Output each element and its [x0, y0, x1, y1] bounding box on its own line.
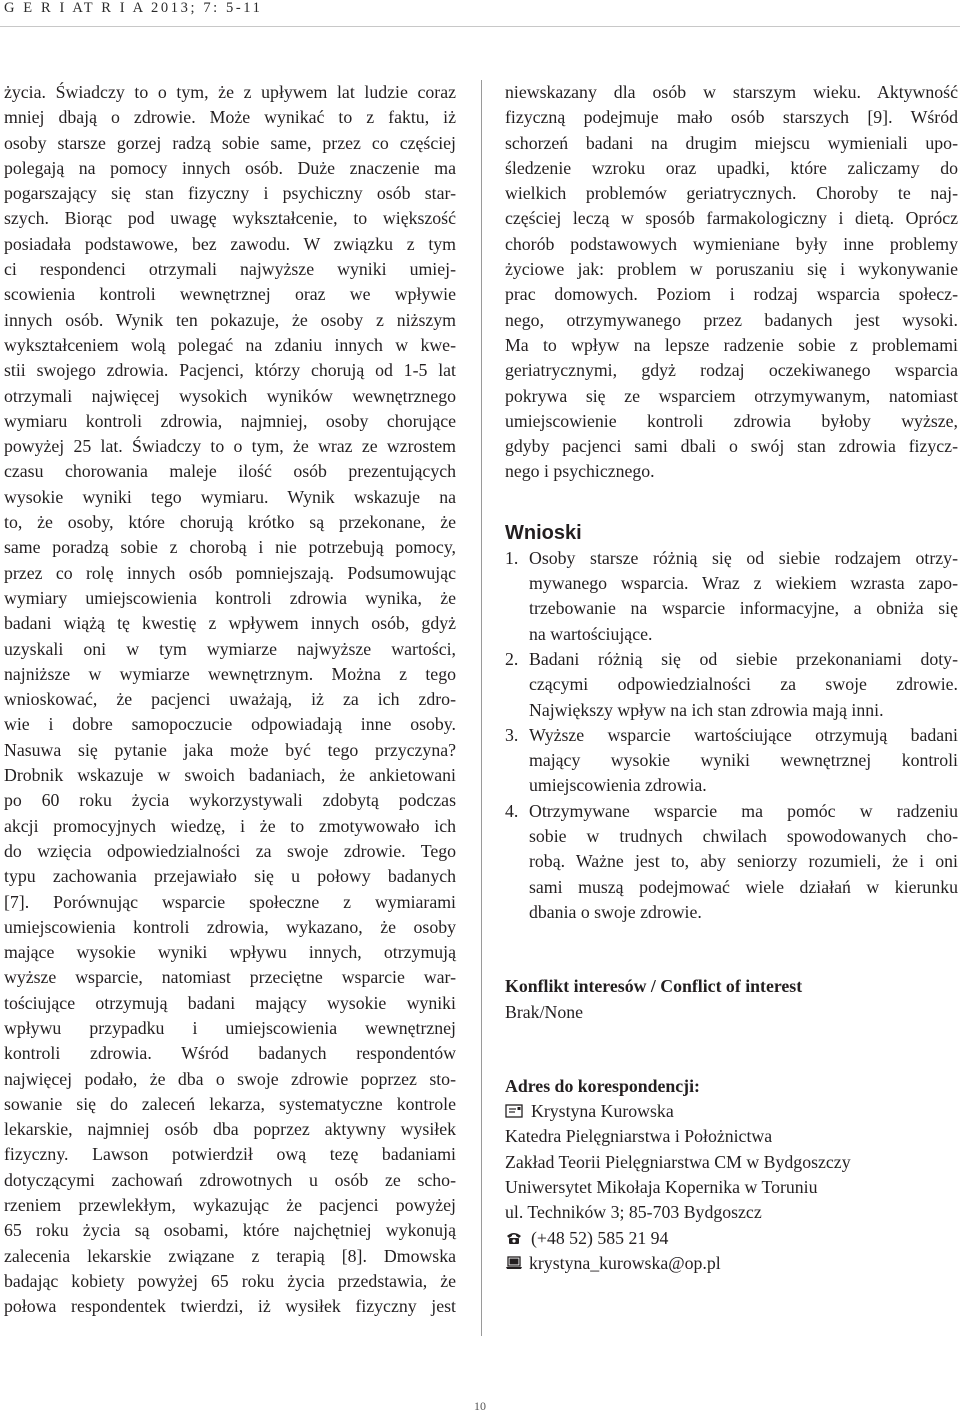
- body-text-line: tościujące otrzymują badani mający wysokie wyniki: [4, 992, 456, 1013]
- body-text-line: sowanie się do zaleceń lekarza, systematyczne kontrole: [4, 1093, 456, 1114]
- body-text-line: dotyczącymi zachowań zdrowotnych u osób ze scho-: [4, 1169, 456, 1190]
- body-text-line: gdyby pacjenci sami dbali o swój stan zdrowia fizycz-: [505, 436, 958, 457]
- body-text-line: wysokie wyniki tego wymiaru. Wynik wskazuje na: [4, 486, 456, 507]
- column-divider: [481, 80, 482, 1336]
- body-text-line: najwięcej podało, że dba o swoje zdrowie poprzez sto-: [4, 1068, 456, 1089]
- body-text-line: typu zachowania przejawiało się u połowy badanych: [4, 866, 456, 887]
- body-text-line: umiejscowienie kontroli zdrowia byłoby wyższe,: [505, 410, 958, 431]
- body-text-line: Drobnik wskazuje w swoich badaniach, że ankietowani: [4, 765, 456, 786]
- conflict-section: [505, 974, 958, 1025]
- body-text-line: nego, otrzymywanego przez badanych jest wysoki.: [505, 309, 958, 330]
- conclusion-text-line: umiejscowienia zdrowia.: [529, 775, 707, 796]
- address-phone: (+48 52) 585 21 94: [531, 1227, 669, 1248]
- conclusion-number: 4.: [505, 800, 519, 821]
- body-text-line: osoby starsze gorzej radzą sobie same, przez co częściej: [4, 132, 456, 153]
- address-line-4: ul. Techników 3; 85-703 Bydgoszcz: [505, 1202, 762, 1223]
- body-text-line: powyżej 25 lat. Świadczy to o tym, że wraz ze wzrostem: [4, 436, 456, 457]
- body-text-line: uzyskali oni w tym wymiarze najwyższe wartości,: [4, 638, 456, 659]
- body-text-line: najniższe w wymiarze wewnętrznym. Można z tego: [4, 663, 456, 684]
- address-name-line: [505, 1099, 958, 1124]
- conclusion-text-line: Otrzymywane wsparcie ma pomóc w radzeniu: [529, 800, 958, 821]
- body-text-line: otrzymali najwięcej wysokich wyników wewnętrznego: [4, 385, 456, 406]
- body-text-line: kontroli zdrowia. Wśród badanych respondentów: [4, 1043, 456, 1064]
- left-column: [4, 80, 456, 1320]
- conclusion-text-line: robą. Ważne jest to, aby seniorzy rozumieli, że i oni: [529, 851, 958, 872]
- body-text-line: wie i dobre samopoczucie odpowiadają inne osoby.: [4, 714, 456, 735]
- body-text-line: czasu chorowania maleje ilość osób prezentujących: [4, 461, 456, 482]
- conclusion-item: [505, 546, 958, 647]
- body-text-line: śledzenie wzroku oraz upadki, które zaliczamy do: [505, 157, 958, 178]
- body-text-line: życia. Świadczy to o tym, że z upływem lat ludzie coraz: [4, 82, 456, 102]
- body-text-line: wnioskować, że pacjenci uważają, iż za ich zdro-: [4, 689, 456, 710]
- envelope-icon: [505, 1104, 523, 1118]
- conclusion-text-line: na wartościujące.: [529, 623, 653, 644]
- body-text-line: polegają na pomocy innych osób. Duże znaczenie ma: [4, 157, 456, 178]
- body-text-line: fizyczny. Lawson potwierdził ową tezę badaniami: [4, 1144, 456, 1165]
- conclusion-text-line: mający wysokie wyniki wewnętrznej kontroli: [529, 750, 958, 771]
- address-section: [505, 1074, 958, 1276]
- header-rule: [0, 26, 960, 27]
- body-text-line: życiowe jak: problem w poruszaniu się i wykonywanie: [505, 259, 958, 280]
- conclusion-item: [505, 799, 958, 925]
- right-intro-paragraph: [505, 80, 958, 485]
- body-text-line: akcji promocyjnych wiedzę, i że to zmotywowało ich: [4, 815, 456, 836]
- body-text-line: [7]. Porównując wsparcie społeczne z wymiarami: [4, 891, 456, 912]
- body-text-line: mniej dbają o zdrowie. Może wynikać to z faktu, iż: [4, 107, 456, 128]
- address-name: Krystyna Kurowska: [531, 1101, 674, 1122]
- body-text-line: wymiaru kontroli zdrowia, najmniej, osoby chorujące: [4, 410, 456, 431]
- body-text-line: lekarskie, najmniej osób dba poprzez aktywny wysiłek: [4, 1119, 456, 1140]
- body-text-line: fizyczną podejmuje mało osób starszych [9]. Wśród: [505, 107, 958, 128]
- conclusion-text-line: dbania o swoje zdrowie.: [529, 901, 702, 922]
- body-text-line: do wzięcia odpowiedzialności za swoje zdrowie. Tego: [4, 840, 456, 861]
- address-email: krystyna_kurowska@op.pl: [529, 1252, 721, 1273]
- body-text-line: prac domowych. Poziom i rodzaj wsparcia społecz-: [505, 284, 958, 305]
- body-text-line: Nasuwa się pytanie jaka może być tego przyczyna?: [4, 739, 456, 760]
- address-email-line: [505, 1251, 958, 1276]
- body-text-line: wpływu przypadku i umiejscowienia wewnętrznej: [4, 1017, 456, 1038]
- conclusion-text-line: mywanego wsparcia. Wraz z wiekiem wzrasta zapo-: [529, 573, 958, 594]
- body-text-line: innych osób. Wynik ten pokazuje, że osoby z niższym: [4, 309, 456, 330]
- conflict-heading: Konflikt interesów / Conflict of interest: [505, 976, 803, 997]
- running-header: G E R I AT R I A 2013; 7: 5-11: [4, 0, 263, 16]
- body-text-line: badając kobiety powyżej 65 roku życia przedstawia, że: [4, 1270, 456, 1291]
- body-text-line: rzeniem przewlekłym, wykazując że pacjenci powyżej: [4, 1195, 456, 1216]
- body-text-line: same poradzą sobie z chorobą i nie potrzebują pomocy,: [4, 537, 456, 558]
- conflict-text: Brak/None: [505, 1001, 584, 1022]
- body-text-line: ci respondenci otrzymali najwyższe wyniki umiej-: [4, 259, 456, 280]
- conclusion-number: 1.: [505, 547, 519, 568]
- body-text-line: mające wysokie wyniki wpływu innych, otrzymują: [4, 942, 456, 963]
- conclusions-heading: Wnioski: [505, 521, 582, 544]
- body-text-line: przez co rolę innych osób pomniejszają. Podsumowując: [4, 562, 456, 583]
- body-text-line: wykształceniem wolą polegać na zdaniu innych w kwe-: [4, 334, 456, 355]
- body-text-line: pogarszający się stan fizyczny i psychiczny osób star-: [4, 183, 456, 204]
- conclusion-text-line: Największy wpływ na ich stan zdrowia mają inni.: [529, 699, 884, 720]
- address-line-2: Zakład Teorii Pielęgniarstwa CM w Bydgoszczy: [505, 1151, 851, 1172]
- body-text-line: pokrywa się ze wsparciem otrzymywanym, natomiast: [505, 385, 958, 406]
- address-heading: Adres do korespondencji:: [505, 1075, 700, 1096]
- address-phone-line: [505, 1226, 958, 1251]
- body-text-line: badani wiążą tę kwestię z wpływem innych osób, gdyż: [4, 613, 456, 634]
- conclusion-text-line: Wyższe wsparcie wartościujące otrzymują badani: [529, 724, 958, 745]
- conclusions-list: [505, 546, 958, 925]
- body-text-line: umiejscowienia kontroli zdrowia, wykazano, że osoby: [4, 916, 456, 937]
- body-text-line: wyższe wsparcie, natomiast przeciętne wsparcie war-: [4, 967, 456, 988]
- conclusion-item: [505, 647, 958, 723]
- body-text-line: niewskazany dla osób w starszym wieku. Aktywność: [505, 82, 958, 102]
- body-text-line: częściej leczą w sposób farmakologiczny i dietą. Oprócz: [505, 208, 958, 229]
- body-text-line: zalecenia lekarskie związane z terapią [8]. Dmowska: [4, 1245, 456, 1266]
- address-line-3: Uniwersytet Mikołaja Kopernika w Toruniu: [505, 1176, 818, 1197]
- phone-icon: [505, 1231, 523, 1245]
- body-text-line: połowa respondentek twierdzi, iż wysiłek fizyczny jest: [4, 1296, 456, 1317]
- conclusion-number: 2.: [505, 648, 519, 669]
- conclusion-text-line: sobie w trudnych chwilach spowodowanych cho-: [529, 826, 958, 847]
- body-text-line: stii swojego zdrowia. Pacjenci, którzy chorują od 1-5 lat: [4, 360, 456, 381]
- body-text-line: to, że osoby, które chorują krótko są przekonane, że: [4, 512, 456, 533]
- page-number: 10: [474, 1399, 486, 1413]
- conclusion-text-line: trzebowanie na wsparcie informacyjne, a obniża się: [529, 598, 958, 619]
- body-text-line: szych. Biorąc pod uwagę wykształcenie, to większość: [4, 208, 456, 229]
- conclusion-number: 3.: [505, 724, 519, 745]
- body-text-line: wielkich problemów geriatrycznych. Choroby te naj-: [505, 183, 958, 204]
- body-text-line: po 60 roku życia wykorzystywali zdobytą podczas: [4, 790, 456, 811]
- body-text-line: nego i psychicznego.: [505, 461, 655, 482]
- conclusion-text-line: Osoby starsze różnią się od siebie rodzajem otrzy-: [529, 547, 958, 568]
- body-text-line: 65 roku życia są osobami, które najchętniej wykonują: [4, 1220, 456, 1241]
- body-text-line: Ma to wpływ na lepsze radzenie sobie z problemami: [505, 334, 958, 355]
- body-text-line: chorób podstawowych wymieniane były inne problemy: [505, 233, 958, 254]
- laptop-icon: [505, 1256, 523, 1270]
- body-text-line: geriatrycznymi, gdyż rodzaj oczekiwanego wsparcia: [505, 360, 958, 381]
- body-text-line: scowienia kontroli wewnętrznej oraz we wpływie: [4, 284, 456, 305]
- body-text-line: schorzeń badani na drugim miejscu wymieniali upo-: [505, 132, 958, 153]
- conclusion-text-line: sami muszą podejmować wiele działań w kierunku: [529, 876, 958, 897]
- conclusion-text-line: Badani różnią się od siebie przekonaniami doty-: [529, 648, 958, 669]
- conclusion-item: [505, 723, 958, 799]
- body-text-line: posiadała podstawowe, bez zawodu. W związku z tym: [4, 233, 456, 254]
- right-column: [505, 80, 958, 1276]
- conclusion-text-line: czącymi odpowiedzialności za swoje zdrowie.: [529, 674, 958, 695]
- address-line-1: Katedra Pielęgniarstwa i Położnictwa: [505, 1126, 773, 1147]
- body-text-line: wymiary umiejscowienia kontroli zdrowia wynika, że: [4, 587, 456, 608]
